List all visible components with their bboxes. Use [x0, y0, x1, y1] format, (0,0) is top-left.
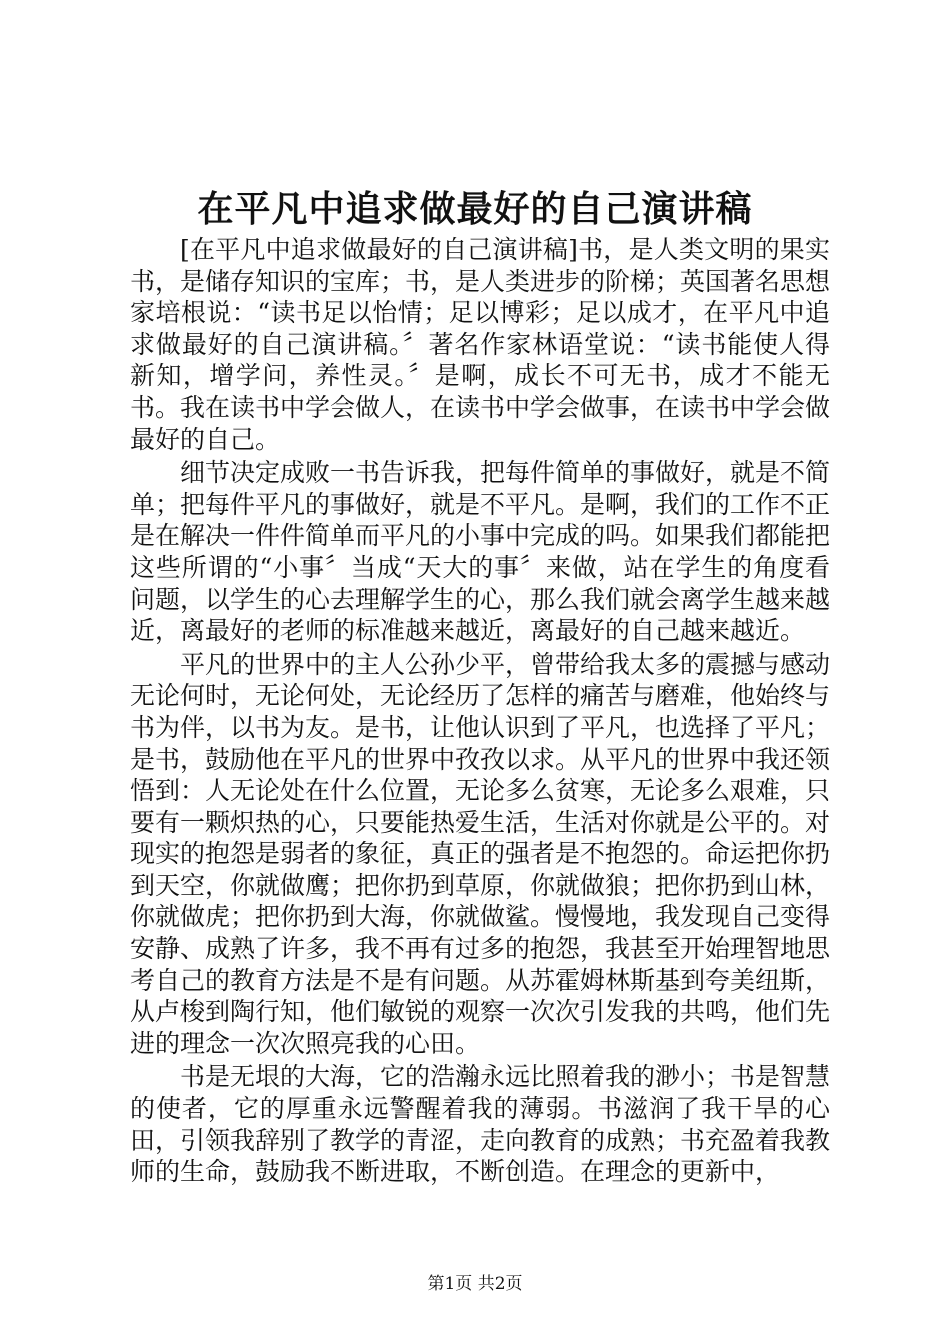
page-number-footer: 第1页 共2页 [427, 1274, 523, 1294]
paragraph-1: [在平凡中追求做最好的自己演讲稿]书，是人类文明的果实书，是储存知识的宝库；书，是人类进步的阶梯；英国著名思想家培根说：“读书足以怡情；足以博彩；足以成才，在平凡中追求做最好的自己演讲稿。〞著名作家林语堂说：“读书能使人得新知，增学问，养性灵。〞是啊，成长不可无书，成才不能无书。我在读书中学会做人，在读书中学会做事，在读书中学会做最好的自己。 [130, 235, 831, 454]
paragraph-4: 书是无垠的大海，它的浩瀚永远比照着我的渺小；书是智慧的使者，它的厚重永远警醒着我的薄弱。书滋润了我干旱的心田，引领我辞别了教学的青涩，走向教育的成熟；书充盈着我教师的生命，鼓励我不断进取，不断创造。在理念的更新中， [130, 1062, 831, 1187]
paragraph-2: 细节决定成败一书告诉我，把每件简单的事做好，就是不简单；把每件平凡的事做好，就是不平凡。是啊，我们的工作不正是在解决一件件简单而平凡的小事中完成的吗。如果我们都能把这些所谓的“小事〞当成“天大的事〞来做，站在学生的角度看问题，以学生的心去理解学生的心，那么我们就会离学生越来越近，离最好的老师的标准越来越近，离最好的自己越来越近。 [130, 458, 831, 646]
document-title: 在平凡中追求做最好的自己演讲稿 [197, 188, 753, 230]
paragraph-3: 平凡的世界中的主人公孙少平，曾带给我太多的震撼与感动无论何时，无论何处，无论经历了怎样的痛苦与磨难，他始终与书为伴，以书为友。是书，让他认识到了平凡，也选择了平凡；是书，鼓励他在平凡的世界中孜孜以求。从平凡的世界中我还领悟到：人无论处在什么位置，无论多么贫寒，无论多么艰难，只要有一颗炽热的心，只要能热爱生活，生活对你就是公平的。对现实的抱怨是弱者的象征，真正的强者是不抱怨的。命运把你扔到天空，你就做鹰；把你扔到草原，你就做狼；把你扔到山林，你就做虎；把你扔到大海，你就做鲨。慢慢地，我发现自己变得安静、成熟了许多，我不再有过多的抱怨，我甚至开始理智地思考自己的教育方法是不是有问题。从苏霍姆林斯基到夸美纽斯，从卢梭到陶行知，他们敏锐的观察一次次引发我的共鸣，他们先进的理念一次次照亮我的心田。 [130, 649, 831, 1058]
document-body [130, 234, 830, 1190]
